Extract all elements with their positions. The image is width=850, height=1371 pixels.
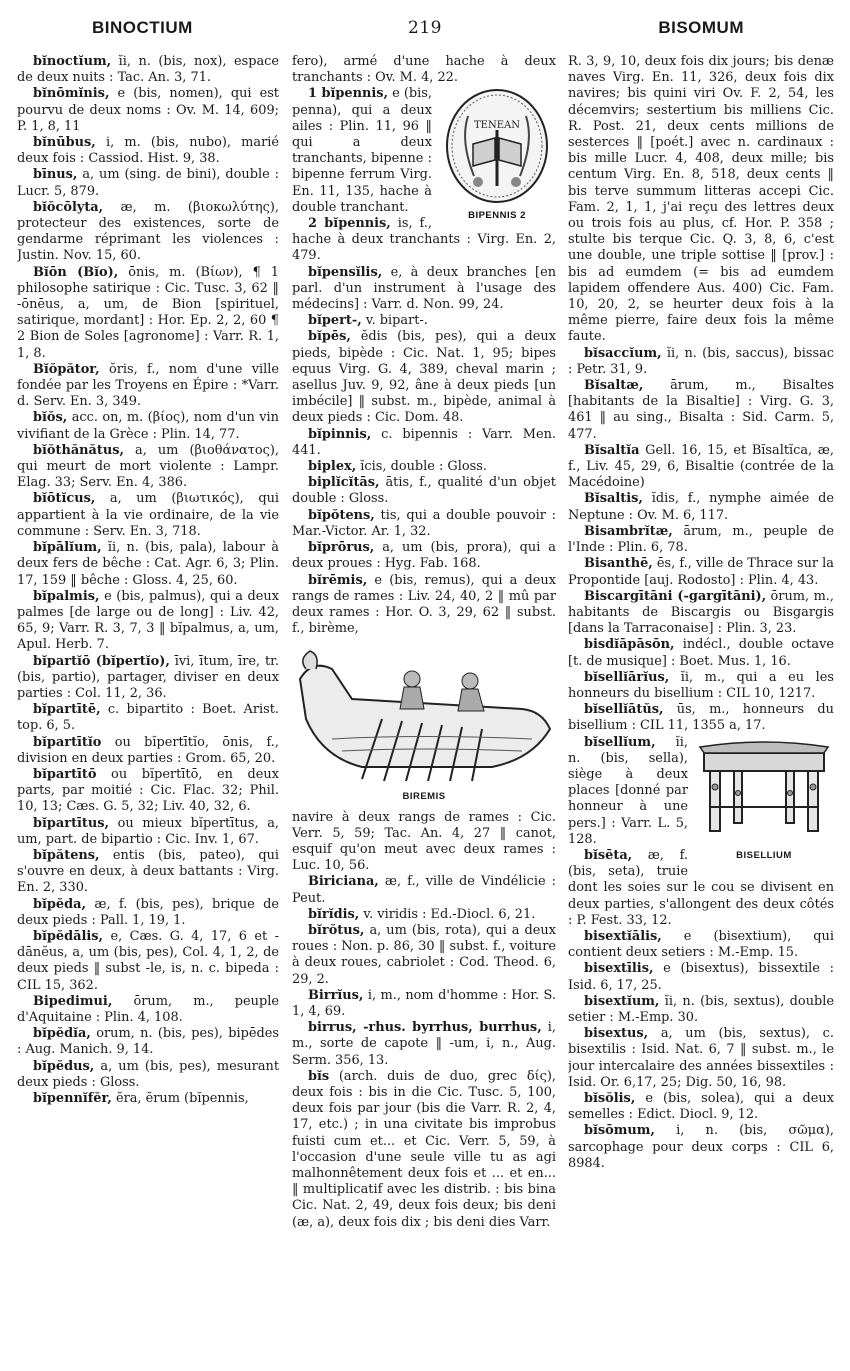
entry-headword: bĭsŏlis, [584, 1091, 636, 1106]
entry-definition: e (bisextium), qui contient deux setiers : M.-Emp. 15. [568, 928, 834, 961]
entry-definition: ōnis, m. (Βίων), ¶ 1 philosophe satirique : Cic. Tusc. 3, 62 ‖ -ōnēus, a, um, de Bion [spirituel, satirique, mordant] : Hor. Ep. 2, 2, 60 ¶ 2 Bion de Soles [agronome] : Varr. R. 1, 1, 8. [17, 264, 279, 361]
entry-headword: 2 bĭpennis, [308, 216, 391, 232]
dictionary-entry [17, 767, 279, 816]
header-right-guideword: BISOMUM [658, 18, 744, 37]
entry-headword: bĭpartītē, [33, 702, 101, 718]
dictionary-entry [568, 929, 834, 961]
dictionary-entry [568, 961, 834, 993]
entry-definition: i, m. (bis, nubo), marié deux fois : Cassiod. Hist. 9, 38. [17, 135, 279, 167]
entry-definition: e (bis, nomen), qui est pourvu de deux noms : Ov. M. 14, 609; P. 1, 8, 11 [17, 86, 279, 134]
dictionary-entry [17, 654, 279, 703]
dictionary-entry [568, 637, 834, 669]
entry-headword: bĭsēta, [584, 847, 633, 863]
entry-definition: a, um (bis, pes), mesurant deux pieds : Gloss. [17, 1058, 279, 1090]
entry-headword: bĭpartītĭo [33, 734, 102, 750]
entry-headword: Bipedimui, [33, 993, 113, 1009]
entry-definition: a, um (bis, prora), qui a deux proues : Hyg. Fab. 168. [292, 540, 556, 572]
biremis-caption: BIREMIS [402, 791, 446, 803]
entry-headword: bĭrēmis, [308, 572, 368, 588]
dictionary-entry [17, 702, 279, 734]
entry-definition: acc. on, m. (βίος), nom d'un vin vivifiant de la Grèce : Plin. 14, 77. [17, 410, 279, 442]
entry-definition: a, um (βιοθάνατος), qui meurt de mort violente : Lampr. Elag. 33; Serv. En. 4, 386. [17, 442, 279, 491]
dictionary-entry [568, 556, 834, 588]
dictionary-entry [292, 427, 556, 459]
dictionary-entry [17, 167, 279, 199]
dictionary-entry [568, 524, 834, 556]
bisellium-figure [694, 735, 834, 864]
entry-definition: ĭdis, f., nymphe aimée de Neptune : Ov. M. 6, 117. [568, 491, 834, 523]
column-3 [568, 54, 834, 1366]
entry-definition: ĭcis, double : Gloss. [356, 459, 487, 475]
entry-headword: bisextīlis, [584, 961, 654, 977]
bisellium-seat-image [694, 735, 834, 841]
bipennis-figure [438, 86, 556, 229]
entry-definition: ou mieux bĭpertītus, a, um, part. de bipartio : Cic. Inv. 1, 67. [17, 815, 279, 847]
entry-definition: ĭi, m., qui a eu les honneurs du bisellium : CIL 10, 1217. [568, 669, 834, 701]
entry-definition: ātis, f., qualité d'un objet double : Gloss. [292, 475, 556, 507]
entry-headword: bĭŏs, [33, 410, 68, 426]
column-1 [17, 54, 279, 1366]
dictionary-entry [568, 994, 834, 1026]
entry-headword: bisextĭālis, [584, 928, 662, 944]
entry-definition: ūs, m., honneurs du bisellium : CIL 11, 1355 a, 17. [568, 702, 834, 734]
entry-definition: ou bĭpertītĭo, ōnis, f., division en deux parties : Grom. 65, 20. [17, 734, 279, 766]
entry-definition: ārum, m., Bisaltes [habitants de la Bisaltie] : Virg. G. 3, 461 ‖ au sing., Bisalta : Sid. Carm. 5, 477. [568, 378, 834, 442]
entry-headword: bĭrĭdis, [308, 906, 360, 922]
entry-headword: Bisanthē, [584, 556, 653, 572]
dictionary-entry [292, 1069, 556, 1231]
entry-definition: e, à deux branches [en parl. d'un instrument à l'usage des médecins] : Varr. d. Non. 99, 24. [292, 264, 556, 313]
entry-definition: ĭi, n. (bis, sella), siège à deux places [donné par honneur à une pers.] : Varr. L. 5, 128. [568, 734, 688, 847]
entry-definition: c. bipennis : Varr. Men. 441. [292, 426, 556, 458]
col3-top-entries [568, 54, 834, 735]
dictionary-entry [17, 929, 279, 994]
entry-definition: e (bis, solea), qui a deux semelles : Edict. Diocl. 9, 12. [568, 1091, 834, 1123]
entry-definition: entis (bis, pateo), qui s'ouvre en deux, à deux battants : Virg. En. 2, 330. [17, 847, 279, 896]
entry-headword: bĭpennĭfĕr, [33, 1091, 112, 1106]
entry-headword: bĭpartītus, [33, 815, 109, 831]
dictionary-entry [292, 508, 556, 540]
dictionary-entry [17, 1026, 279, 1058]
dictionary-entry [292, 459, 556, 475]
dictionary-entry [17, 443, 279, 492]
bipennis-caption: BIPENNIS 2 [468, 210, 526, 222]
entry-definition: e (bis, remus), qui a deux rangs de rames : Liv. 24, 40, 2 ‖ mû par deux rames : Hor. O. 3, 29, 62 ‖ subst. f., birème, [292, 572, 556, 637]
dictionary-entry [568, 1091, 834, 1123]
svg-text:TENEAN: TENEAN [474, 120, 520, 132]
entry-definition: ĕdis (bis, pes), qui a deux pieds, bipède : Cic. Nat. 1, 95; bipes equus Virg. G. 4, 389, cheval marin ; asellus Juv. 9, 92, âne à deux pieds [un imbécile] ‖ subst. m., bipède, animal à deux pieds : Cic. Dom. 48. [292, 329, 556, 426]
entry-headword: bĭpĕdālis, [33, 928, 104, 944]
entry-headword: bĭnoctĭum, [33, 54, 112, 69]
entry-definition: ĕra, ĕrum (bĭpennis, [111, 1091, 249, 1106]
entry-headword: bĭsellĭārĭus, [584, 669, 670, 685]
entry-definition: ōrum, m., habitants de Biscargis ou Bisgargis [dans la Tarraconaise] : Plin. 3, 23. [568, 588, 834, 637]
bisellium-caption: BISELLIUM [736, 849, 792, 861]
dictionary-entry [17, 1059, 279, 1091]
dictionary-entry [17, 265, 279, 362]
entry-headword: bĭsaccĭum, [584, 345, 662, 361]
entry-definition: fero), armé d'une hache à deux tranchants : Ov. M. 4, 22. [292, 54, 556, 86]
dictionary-entry [17, 589, 279, 654]
dictionary-entry [292, 810, 556, 875]
entry-definition: Gell. 16, 15, et Bĭsaltĭca, æ, f., Liv. 45, 29, 6, Bisaltie (contrée de la Macédoine) [568, 442, 834, 491]
entry-headword: Bĭŏpător, [33, 361, 100, 377]
entry-definition: e, Cæs. G. 4, 17, 6 et -dānĕus, a, um (bis, pes), Col. 4, 1, 2, de deux pieds ‖ subst -le, is, n. c. bipeda : CIL 15, 362. [17, 928, 279, 993]
entry-definition: e (bis, palmus), qui a deux palmes [de large ou de long] : Liv. 42, 65, 9; Varr. R. 3, 7, 3 ‖ bĭpalmus, a, um, Apul. Herb. 7. [17, 588, 279, 653]
entry-headword: bĭsōmum, [584, 1123, 655, 1139]
dictionary-entry [568, 443, 834, 492]
entry-definition: a, um (sing. de bini), double : Lucr. 5, 879. [17, 167, 279, 199]
entry-headword: bĭpĕdus, [33, 1058, 95, 1074]
entry-headword: bĭpĕdĭa, [33, 1026, 91, 1042]
entry-definition: a, um (bis, sextus), c. bisextilis : Isid. Nat. 6, 7 ‖ subst. m., le jour intercalaire des années bissextiles : Isid. Or. 6,17, 25; Dig. 50, 16, 98. [568, 1026, 834, 1090]
entry-headword: bĭŏthănătus, [33, 442, 124, 458]
col2-mid-entries [292, 265, 556, 638]
entry-headword: bisdĭāpāsōn, [584, 637, 675, 653]
entry-definition: ou bĭpertītō, en deux parts, par moitié : Cic. Flac. 32; Phil. 10, 13; Cæs. G. 5, 32; Liv. 40, 32, 6. [17, 766, 279, 815]
dictionary-entry [568, 1026, 834, 1091]
dictionary-entry [17, 816, 279, 848]
col3-bottom-entries [568, 929, 834, 1172]
header-left-guideword: BINOCTIUM [92, 18, 193, 37]
entry-headword: bĭsellĭum, [584, 734, 656, 750]
entry-definition: a, um (βιωτικός), qui appartient à la vie ordinaire, de la vie commune : Serv. En. 3, 718. [17, 491, 279, 539]
entry-headword: Biscargītāni (-gargītāni), [584, 588, 767, 604]
dictionary-entry [568, 670, 834, 702]
entry-headword: bĭpēs, [308, 329, 351, 345]
entry-definition: æ, f. (bis, pes), brique de deux pieds : Pall. 1, 19, 1. [17, 896, 279, 928]
entry-headword: bĭnūbus, [33, 135, 96, 151]
entry-headword: bĭŏcōlyta, [33, 199, 104, 215]
entry-headword: Bĭōn (Bĭo), [33, 264, 119, 280]
entry-headword: Bisambrĭtæ, [584, 523, 673, 539]
dictionary-entry [568, 589, 834, 638]
entry-definition: navire à deux rangs de rames : Cic. Verr. 5, 59; Tac. An. 4, 27 ‖ canot, esquif qu'on meut avec deux rames : Luc. 10, 56. [292, 809, 556, 874]
entry-definition: ĭi, n. (bis, sextus), double setier : M.-Emp. 30. [568, 993, 834, 1025]
entry-headword: bĭnōmĭnis, [33, 86, 110, 102]
dictionary-entry [568, 702, 834, 734]
entry-headword: bĭs [308, 1068, 330, 1084]
entry-definition: e (bisextus), bissextile : Isid. 6, 17, 25. [568, 961, 834, 993]
column-2 [292, 54, 556, 1366]
entry-definition: ēs, f., ville de Thrace sur la Propontide [auj. Rodosto] : Plin. 4, 43. [568, 556, 834, 588]
dictionary-entry [568, 54, 834, 346]
entry-definition: ŏris, f., nom d'une ville fondée par les Troyens en Épire : *Varr. d. Serv. En. 3, 349. [17, 361, 279, 410]
dictionary-entry [568, 378, 834, 443]
dictionary-entry [292, 329, 556, 426]
entry-headword: bĭpartītō [33, 766, 97, 782]
dictionary-entry [17, 410, 279, 442]
col1-entries [17, 54, 279, 1107]
entry-headword: bĭsellĭātŭs, [584, 702, 664, 718]
dictionary-entry [17, 1091, 279, 1107]
dictionary-entry [292, 573, 556, 638]
bipennis-coin-image [438, 86, 556, 224]
entry-headword: bĭprōrus, [308, 540, 375, 556]
entry-headword: bĭpinnis, [308, 426, 372, 442]
col2-top-entries [292, 54, 556, 86]
entry-definition: v. bipart-. [361, 313, 428, 329]
entry-definition: (arch. duis de duo, grec δίς), deux fois : bis in die Cic. Tusc. 5, 100, deux fois par jour (bis die Varr. R. 2, 4, 17, etc.) ; in una civitate bis improbus fuisti cum et... et Cic. Verr. 5, 59, à l'occasion d'une seule ville tu as agi malhonnêtement deux fois et ... et en... ‖ multiplicatif avec les distrib. : bis bina Cic. Nat. 2, 49, deux fois deux; bis deni (æ, a), deux fois dix ; bis deni dies Varr. [292, 1068, 556, 1230]
entry-definition: ōrum, m., peuple d'Aquitaine : Plin. 4, 108. [17, 993, 279, 1025]
dictionary-entry [17, 994, 279, 1026]
dictionary-entry [17, 848, 279, 897]
dictionary-entry [17, 897, 279, 929]
dictionary-entry [17, 135, 279, 167]
entry-headword: biplex, [308, 459, 357, 475]
dictionary-entry [17, 86, 279, 135]
entry-headword: Bĭsaltis, [584, 491, 643, 507]
entry-headword: bĭrŏtus, [308, 922, 365, 938]
entry-definition: v. viridis : Ed.-Diocl. 6, 21. [359, 906, 536, 922]
entry-headword: bĭōtĭcus, [33, 491, 96, 507]
entry-headword: Biriciana, [308, 874, 379, 890]
entry-definition: indécl., double octave [t. de musique] : Boet. Mus. 1, 16. [568, 637, 834, 669]
dictionary-entry [292, 313, 556, 329]
entry-headword: bĭpartĭō (bĭpertĭo), [33, 653, 170, 669]
dictionary-entry [17, 200, 279, 265]
biremis-figure [292, 639, 556, 805]
entry-definition: i, n. (bis, σῶμα), sarcophage pour deux corps : CIL 6, 8984. [568, 1123, 834, 1171]
dictionary-entry [568, 1123, 834, 1172]
entry-headword: bĭpătens, [33, 847, 100, 863]
dictionary-entry [292, 923, 556, 988]
entry-headword: bĭpert-, [308, 313, 362, 329]
entry-headword: bīnus, [33, 167, 78, 183]
entry-definition: i, m., sorte de capote ‖ -um, i, n., Aug. Serm. 356, 13. [292, 1020, 556, 1068]
dictionary-entry [292, 874, 556, 906]
entry-definition: æ, f. (bis, seta), truie dont les soies sur le cou se divisent en deux parties, s'allongent des deux côtés : P. Fest. 33, 12. [568, 847, 834, 928]
biremis-ship-image [292, 639, 556, 789]
entry-definition: īvi, ītum, īre, tr. (bis, partio), partager, diviser en deux parties : Col. 11, 2, 36. [17, 653, 279, 701]
dictionary-entry [292, 1020, 556, 1069]
entry-definition: a, um (bis, rota), qui a deux roues : Non. p. 86, 30 ‖ subst. f., voiture à deux roues, cabriolet : Cod. Theod. 6, 29, 2. [292, 922, 556, 987]
page-header [0, 18, 850, 48]
entry-definition: orum, n. (bis, pes), bipēdes : Aug. Manich. 9, 14. [17, 1026, 279, 1058]
entry-headword: biplĭcĭtās, [308, 475, 380, 491]
dictionary-entry [17, 491, 279, 540]
entry-headword: Birrĭus, [308, 987, 364, 1003]
entry-headword: bĭpŏtens, [308, 507, 375, 523]
entry-definition: e (bis, penna), qui a deux ailes : Plin. 11, 96 ‖ qui a deux tranchants, bipenne : bipenne ferrum Virg. En. 11, 135, hache à double tranchant. [292, 86, 432, 215]
dictionary-entry [17, 54, 279, 86]
entry-definition: ĭi, n. (bis, nox), espace de deux nuits : Tac. An. 3, 71. [17, 54, 279, 86]
entry-headword: birrus, -rhus. byrrhus, burrhus, [308, 1020, 542, 1036]
dictionary-entry [292, 907, 556, 923]
entry-definition: ĭi, n. (bis, saccus), bissac : Petr. 31, 9. [568, 345, 834, 377]
dictionary-entry [568, 346, 834, 378]
entry-definition: æ, f., ville de Vindélicie : Peut. [292, 874, 556, 906]
entry-definition: is, f., hache à deux tranchants : Virg. En. 2, 479. [292, 216, 556, 264]
dictionary-entry [292, 265, 556, 314]
entry-headword: bĭpalmis, [33, 588, 100, 604]
entry-headword: bisextĭum, [584, 993, 660, 1009]
entry-headword: bisextus, [584, 1026, 649, 1042]
dictionary-entry [568, 491, 834, 523]
entry-headword: Bĭsaltæ, [584, 378, 644, 394]
entry-headword: bĭpālĭum, [33, 540, 102, 556]
dictionary-entry [17, 540, 279, 589]
dictionary-entry [292, 540, 556, 572]
entry-headword: bĭpensĭlis, [308, 264, 383, 280]
dictionary-entry [17, 735, 279, 767]
entry-headword: bĭpĕda, [33, 896, 86, 912]
entry-definition: ĭi, n. (bis, pala), labour à deux fers de bêche : Cat. Agr. 6, 3; Plin. 17, 159 ‖ bêche : Gloss. 4, 25, 60. [17, 540, 279, 588]
page-number: 219 [408, 18, 442, 38]
dictionary-entry [17, 362, 279, 411]
entry-definition: tis, qui a double pouvoir : Mar.-Victor. Ar. 1, 32. [292, 507, 556, 539]
dictionary-entry [292, 54, 556, 86]
entry-definition: R. 3, 9, 10, deux fois dix jours; bis denæ naves Virg. En. 11, 326, deux fois dix navires; bis quini viri Ov. F. 2, 54, les décemvirs; sestertium bis milliens Cic. R. Post. 21, deux cents millions de sesterces ‖ [poét.] avec n. cardinaux : bis mille Lucr. 4, 408, deux mille; bis centum Virg. En. 8, 518, deux cents ‖ bis terve summum litteras accepi Cic. Fam. 2, 1, 1, j'ai reçu des lettres deux ou trois fois au plus, cf. Hor. P. 358 ; stulte bis terque Cic. Q. 3, 8, 6, c'est une double, une triple sottise ‖ [prov.] : bis ad eumdem (= bis ad eumdem lapidem offendere Aus. 400) Cic. Fam. 10, 20, 2, se heurter deux fois à la même pierre, faire deux fois la même faute. [568, 54, 834, 345]
entry-definition: c. bipartito : Boet. Arist. top. 6, 5. [17, 702, 279, 734]
entry-definition: i, m., nom d'homme : Hor. S. 1, 4, 69. [292, 987, 556, 1019]
entry-definition: ārum, m., peuple de l'Inde : Plin. 6, 78. [568, 523, 834, 556]
dictionary-entry [292, 475, 556, 507]
entry-headword: 1 bĭpennis, [308, 86, 388, 102]
entry-definition: æ, m. (βιοκωλύτης), protecteur des existences, sorte de gendarme réprimant les violences : Justin. Nov. 15, 60. [17, 199, 279, 264]
col2-bottom-entries [292, 810, 556, 1231]
dictionary-entry [292, 988, 556, 1020]
entry-headword: Bĭsaltĭa [584, 442, 640, 458]
